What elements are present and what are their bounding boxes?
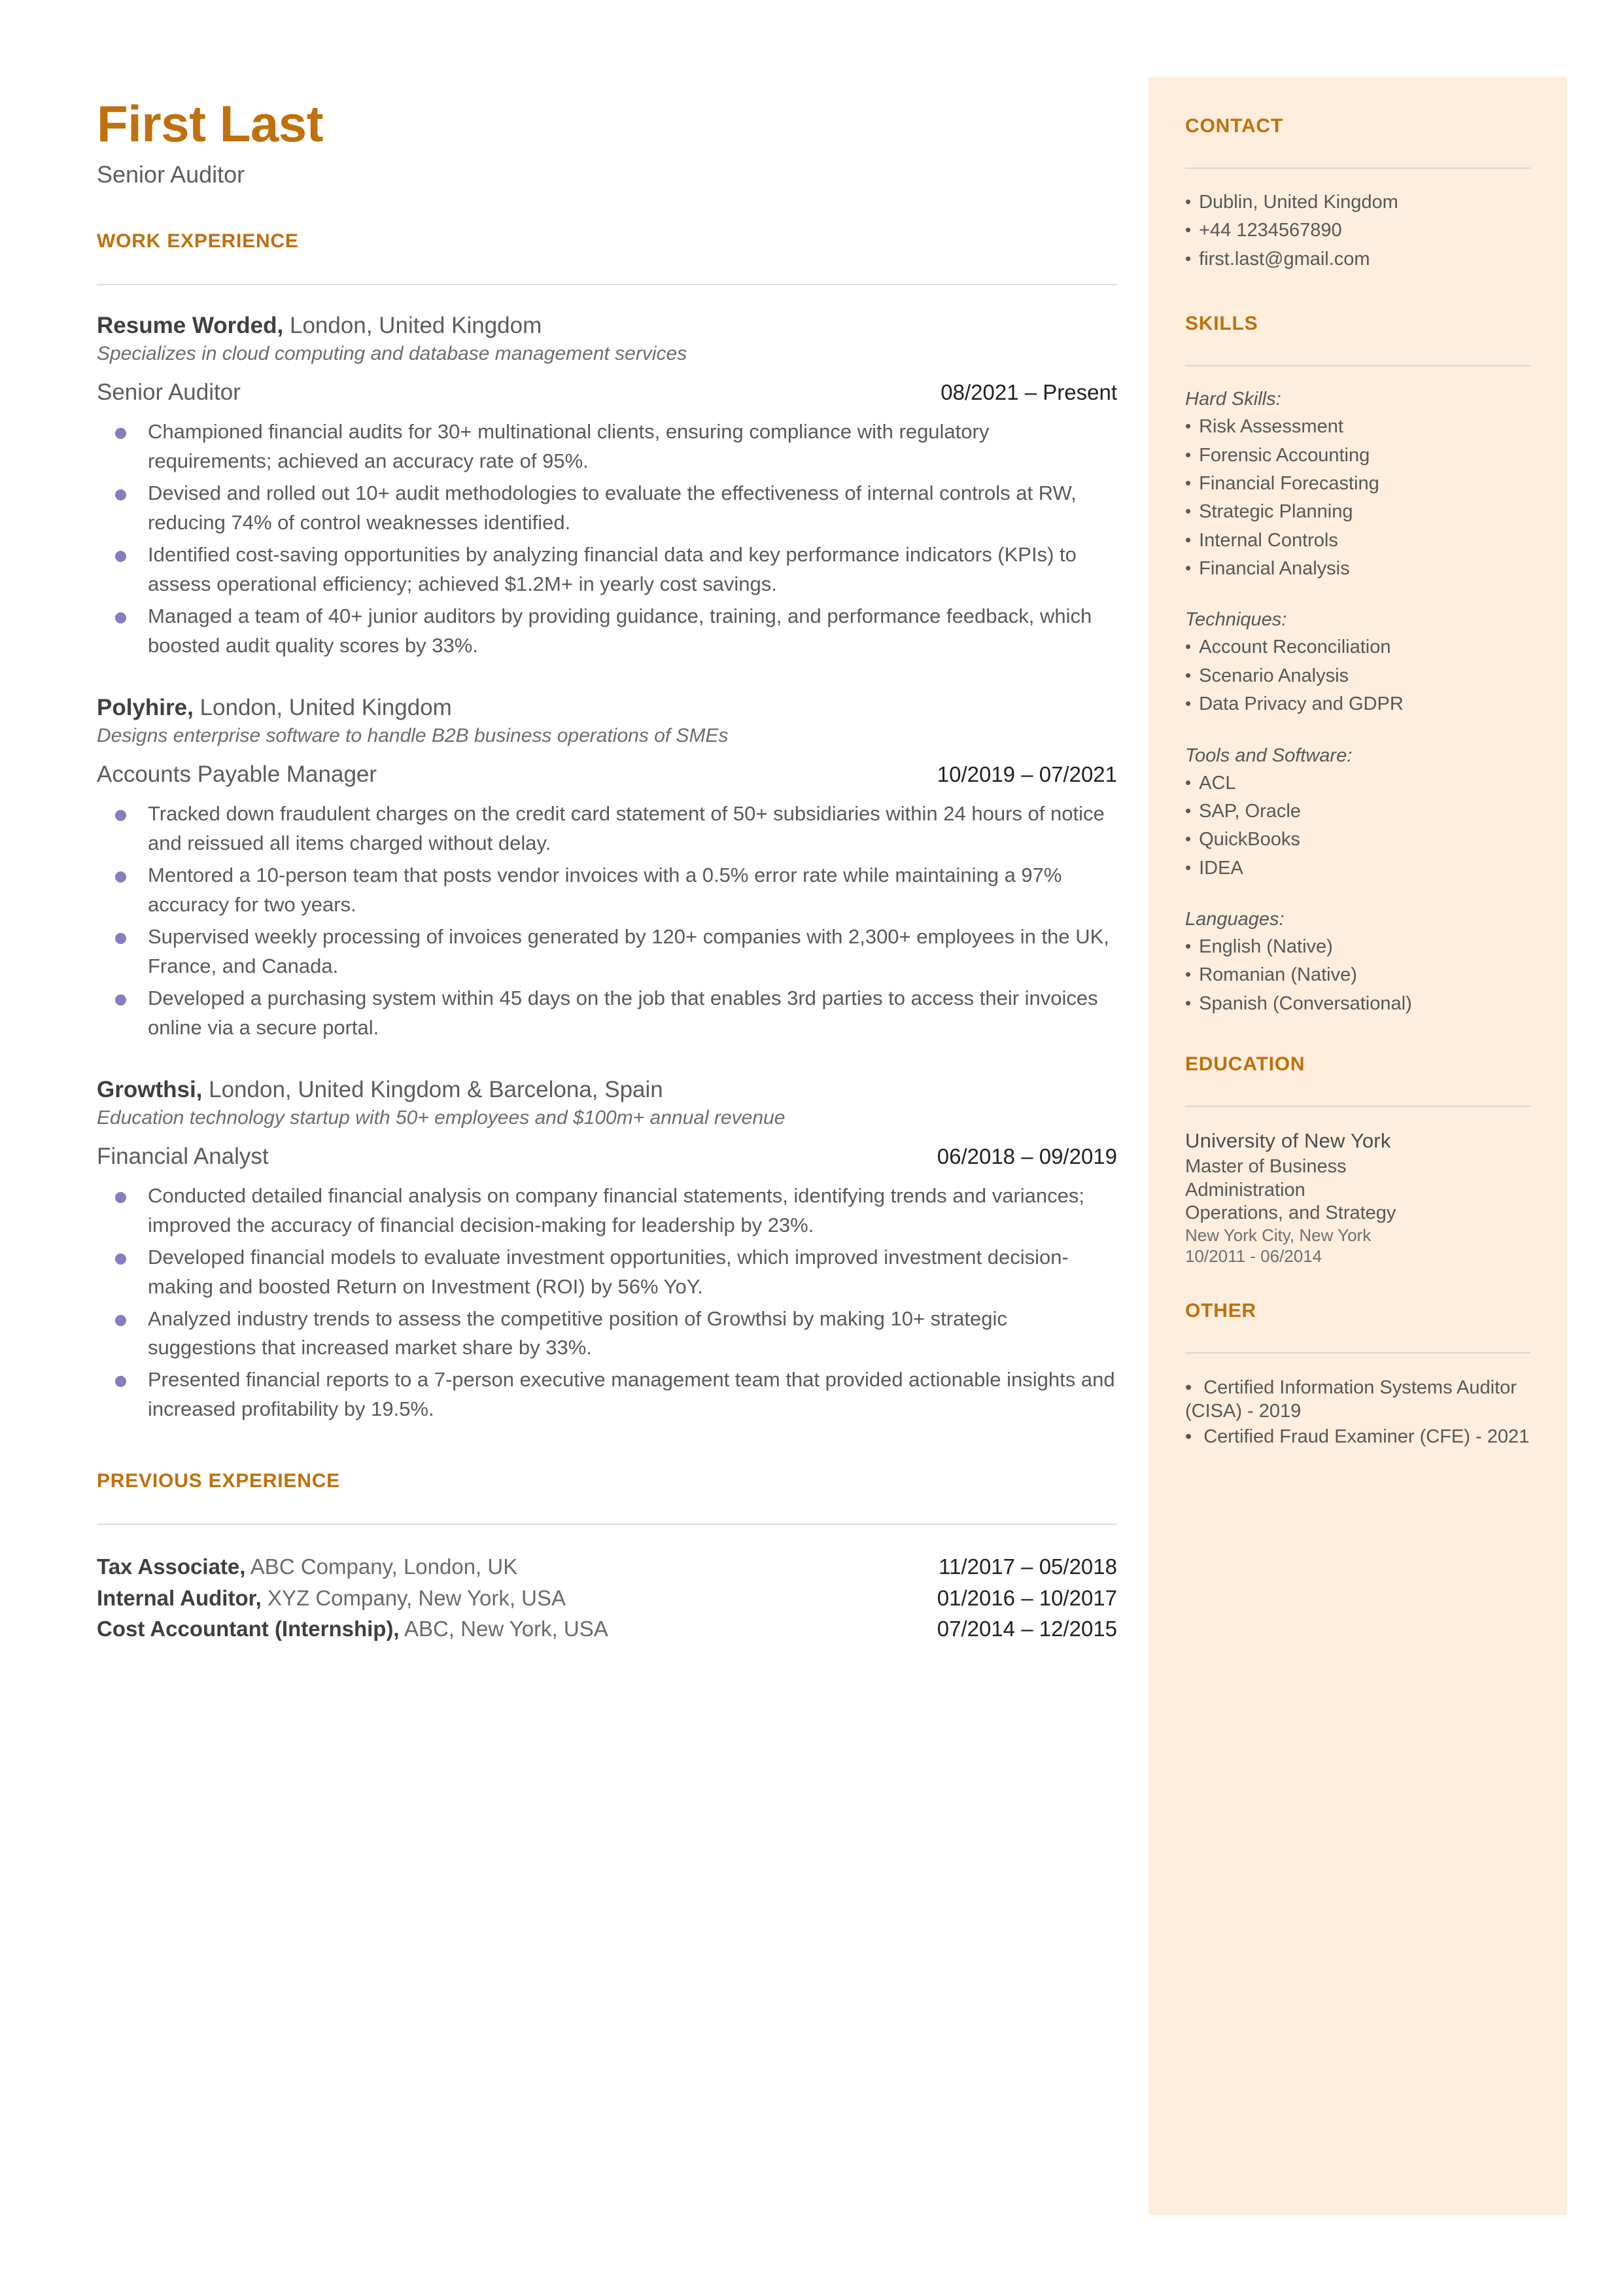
sidebar-divider	[1185, 1352, 1530, 1354]
previous-role-text	[97, 1552, 517, 1581]
bullet-dot-icon: •	[1185, 637, 1192, 657]
job-company-name: Resume Worded,	[97, 313, 284, 338]
contact-list	[1185, 191, 1530, 271]
job-role-title: Senior Auditor	[97, 379, 241, 406]
skill-label: Scenario Analysis	[1199, 665, 1349, 686]
list-item	[1185, 557, 1530, 580]
education-degree-line-3: Operations, and Strategy	[1185, 1202, 1396, 1223]
bullet-dot-icon: •	[1185, 800, 1192, 820]
bullet-dot-icon: •	[1185, 501, 1192, 521]
list-item	[1185, 800, 1530, 823]
list-item	[1185, 665, 1530, 688]
job-role-dates: 06/2018 – 09/2019	[937, 1144, 1117, 1168]
previous-role-title: Tax Associate,	[97, 1554, 246, 1579]
skill-label: SAP, Oracle	[1199, 800, 1301, 822]
header-subtitle: Senior Auditor	[97, 161, 245, 188]
list-item	[1185, 415, 1530, 438]
list-item	[1185, 857, 1530, 880]
job-entry	[97, 695, 1117, 1043]
contact-item-phone	[1185, 219, 1530, 242]
previous-role-row	[97, 1615, 1117, 1643]
bullet-dot-icon: •	[1185, 857, 1192, 877]
education-school: University of New York	[1185, 1129, 1391, 1153]
certification-label: Certified Information Systems Auditor (CISA) - 2019	[1185, 1376, 1517, 1422]
skill-label: Financial Forecasting	[1199, 472, 1379, 494]
previous-role-detail: ABC Company, London, UK	[245, 1554, 518, 1579]
bullet-dot-icon: •	[1185, 558, 1192, 578]
skill-label: QuickBooks	[1199, 829, 1300, 850]
job-bullet: Conducted detailed financial analysis on company financial statements, identifying trends and variances; improved the accuracy of financial decision-making for leadership by 23%.	[97, 1182, 1117, 1240]
skills-group-list	[1185, 936, 1530, 1015]
section-divider	[97, 1524, 1117, 1525]
sidebar-divider	[1185, 365, 1530, 366]
skills-group-list	[1185, 415, 1530, 580]
previous-role-dates: 01/2016 – 10/2017	[937, 1585, 1117, 1610]
skills-group-list	[1185, 636, 1530, 716]
bullet-dot-icon: •	[1185, 1376, 1192, 1398]
bullet-dot-icon: •	[1185, 1426, 1192, 1447]
job-role-dates: 08/2021 – Present	[941, 380, 1117, 405]
previous-role-detail: ABC, New York, USA	[399, 1617, 608, 1641]
page-title: First Last	[97, 95, 324, 152]
bullet-dot-icon: •	[1185, 472, 1192, 493]
previous-role-row	[97, 1552, 1117, 1581]
bullet-dot-icon: •	[1185, 529, 1192, 550]
bullet-dot-icon: •	[1185, 192, 1192, 211]
skills-group-list	[1185, 772, 1530, 881]
previous-role-row	[97, 1584, 1117, 1613]
certification-label: Certified Fraud Examiner (CFE) - 2021	[1198, 1426, 1530, 1447]
skill-label: Account Reconciliation	[1199, 637, 1391, 658]
job-role-row	[97, 1144, 1117, 1170]
job-company-description: Designs enterprise software to handle B2B business operations of SMEs	[97, 725, 729, 746]
job-bullet: Mentored a 10-person team that posts vendor invoices with a 0.5% error rate while maintaining a 97% accuracy for two years.	[97, 861, 1117, 920]
job-bullet: Supervised weekly processing of invoices generated by 120+ companies with 2,300+ employees in the UK, France, and Canada.	[97, 922, 1117, 981]
section-heading-previous-experience: PREVIOUS EXPERIENCE	[97, 1470, 340, 1492]
contact-item-label: Dublin, United Kingdom	[1199, 192, 1398, 213]
previous-role-dates: 11/2017 – 05/2018	[939, 1554, 1117, 1579]
skill-label: Risk Assessment	[1199, 416, 1343, 438]
job-company-location: London, United Kingdom & Barcelona, Spain	[202, 1076, 663, 1102]
sidebar-heading-skills: SKILLS	[1185, 313, 1258, 335]
job-bullet: Presented financial reports to a 7-person executive management team that provided actionable insights and increased profitability by 19.5%.	[97, 1365, 1117, 1424]
skill-label: Spanish (Conversational)	[1199, 992, 1412, 1014]
skill-label: Data Privacy and GDPR	[1199, 693, 1404, 715]
bullet-dot-icon: •	[1185, 220, 1192, 240]
sidebar-heading-other: OTHER	[1185, 1299, 1256, 1322]
main-column	[97, 95, 1117, 1646]
list-item	[1185, 636, 1530, 659]
bullet-dot-icon: •	[1185, 992, 1192, 1013]
job-bullet: Developed a purchasing system within 45 days on the job that enables 3rd parties to access their invoices online via a secure portal.	[97, 984, 1117, 1043]
job-company-description: Education technology startup with 50+ employees and $100m+ annual revenue	[97, 1106, 786, 1129]
skills-group-label: Techniques:	[1185, 609, 1287, 631]
education-location: New York City, New York	[1185, 1225, 1372, 1246]
sidebar-heading-contact: CONTACT	[1185, 115, 1284, 137]
previous-role-text	[97, 1584, 566, 1613]
list-item	[1185, 772, 1530, 795]
job-role-title: Accounts Payable Manager	[97, 762, 377, 787]
job-role-dates: 10/2019 – 07/2021	[937, 762, 1117, 786]
bullet-dot-icon: •	[1185, 829, 1192, 849]
contact-item-label: +44 1234567890	[1199, 220, 1342, 241]
list-item	[1185, 936, 1530, 958]
sidebar	[1149, 77, 1567, 2215]
list-item	[1185, 472, 1530, 495]
skill-label: English (Native)	[1199, 936, 1333, 957]
bullet-dot-icon: •	[1185, 444, 1192, 464]
job-bullet: Tracked down fraudulent charges on the credit card statement of 50+ subsidiaries within 24 hours of notice and reissued all items charged without delay.	[97, 799, 1117, 858]
skill-label: Internal Controls	[1199, 529, 1338, 551]
job-role-row	[97, 762, 1117, 788]
previous-role-title: Internal Auditor,	[97, 1585, 262, 1610]
job-company-description: Specializes in cloud computing and database management services	[97, 343, 687, 365]
contact-item-location	[1185, 191, 1530, 214]
job-company-location: London, United Kingdom	[283, 313, 542, 338]
list-item	[1185, 529, 1530, 552]
skill-label: Romanian (Native)	[1199, 964, 1357, 986]
list-item	[1185, 500, 1530, 523]
job-company-location: London, United Kingdom	[193, 694, 452, 720]
list-item	[1185, 1425, 1530, 1449]
job-bullet-list	[97, 1182, 1117, 1425]
bullet-dot-icon: •	[1185, 693, 1192, 714]
job-bullet: Identified cost-saving opportunities by analyzing financial data and key performance indicators (KPIs) to assess operational efficiency; achieved $1.2M+ in yearly cost savings.	[97, 540, 1117, 599]
job-company	[97, 1077, 1117, 1103]
list-item	[1185, 693, 1530, 716]
bullet-dot-icon: •	[1185, 665, 1192, 685]
job-entry	[97, 313, 1117, 661]
contact-item-label: first.last@gmail.com	[1199, 248, 1370, 270]
education-entry	[1185, 1129, 1530, 1267]
bullet-dot-icon: •	[1185, 772, 1192, 792]
education-degree-line-1: Master of Business	[1185, 1156, 1347, 1178]
job-company-name: Growthsi,	[97, 1076, 203, 1102]
bullet-dot-icon: •	[1185, 936, 1192, 956]
sidebar-divider	[1185, 1106, 1530, 1107]
job-entry	[97, 1077, 1117, 1425]
skill-label: Forensic Accounting	[1199, 444, 1370, 466]
previous-role-text	[97, 1615, 608, 1643]
skills-group-label: Languages:	[1185, 909, 1285, 930]
education-dates: 10/2011 - 06/2014	[1185, 1246, 1322, 1267]
other-list	[1185, 1376, 1530, 1449]
contact-item-email[interactable]	[1185, 248, 1530, 271]
skill-label: IDEA	[1199, 857, 1243, 879]
list-item	[1185, 992, 1530, 1015]
list-item	[1185, 444, 1530, 467]
job-bullet: Devised and rolled out 10+ audit methodologies to evaluate the effectiveness of internal controls at RW, reducing 74% of control weaknesses identified.	[97, 479, 1117, 538]
education-degree-line-2: Administration	[1185, 1179, 1305, 1200]
bullet-dot-icon: •	[1185, 416, 1192, 436]
sidebar-heading-education: EDUCATION	[1185, 1053, 1305, 1076]
bullet-dot-icon: •	[1185, 964, 1192, 985]
job-company-name: Polyhire,	[97, 694, 194, 720]
previous-role-title: Cost Accountant (Internship),	[97, 1617, 400, 1641]
previous-role-dates: 07/2014 – 12/2015	[937, 1617, 1117, 1641]
previous-role-detail: XYZ Company, New York, USA	[261, 1585, 566, 1610]
job-role-row	[97, 379, 1117, 406]
skill-label: Financial Analysis	[1199, 558, 1350, 579]
list-item	[1185, 828, 1530, 851]
job-bullet: Championed financial audits for 30+ multinational clients, ensuring compliance with regulatory requirements; achieved an accuracy rate of 95%.	[97, 417, 1117, 476]
job-role-title: Financial Analyst	[97, 1143, 269, 1169]
job-bullet: Analyzed industry trends to assess the competitive position of Growthsi by making 10+ strategic suggestions that increased market share by 33%.	[97, 1305, 1117, 1363]
section-divider	[97, 284, 1117, 285]
job-bullet-list	[97, 417, 1117, 661]
list-item	[1185, 1376, 1530, 1424]
skill-label: Strategic Planning	[1199, 501, 1353, 523]
job-bullet: Developed financial models to evaluate investment opportunities, which improved investment decision-making and boosted Return on Investment (ROI) by 56% YoY.	[97, 1243, 1117, 1302]
skills-group-label: Hard Skills:	[1185, 389, 1281, 410]
bullet-dot-icon: •	[1185, 248, 1192, 268]
section-heading-work-experience: WORK EXPERIENCE	[97, 230, 299, 252]
job-bullet-list	[97, 799, 1117, 1043]
job-bullet: Managed a team of 40+ junior auditors by providing guidance, training, and performance feedback, which boosted audit quality scores by 33%.	[97, 602, 1117, 661]
list-item	[1185, 964, 1530, 987]
skills-group-label: Tools and Software:	[1185, 745, 1353, 766]
job-company	[97, 313, 1117, 339]
sidebar-divider	[1185, 167, 1530, 169]
job-company	[97, 695, 1117, 721]
skill-label: ACL	[1199, 772, 1236, 794]
